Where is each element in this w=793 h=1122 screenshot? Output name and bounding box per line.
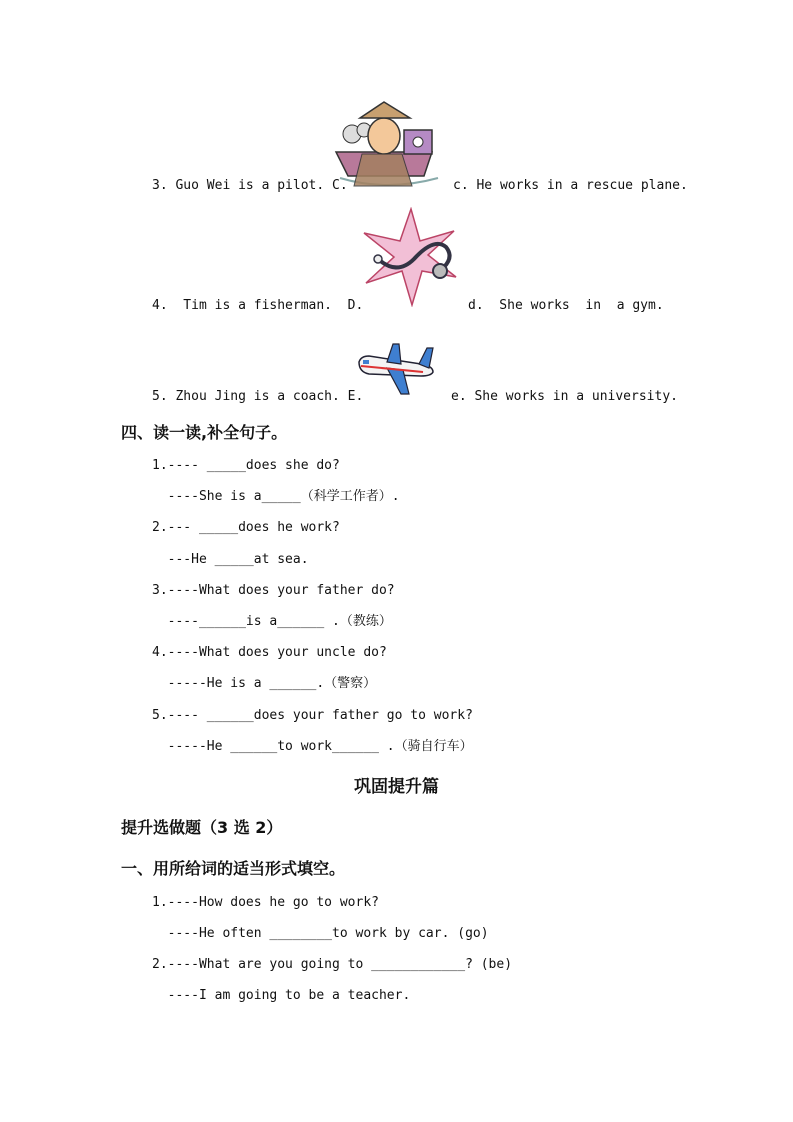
fisherman-picture — [332, 100, 442, 188]
section1-line-2: ----He often ________to work by car. (go) — [152, 926, 489, 941]
matching-left-3: 3. Guo Wei is a pilot. C. — [152, 178, 348, 193]
matching-right-5: e. She works in a university. — [451, 389, 678, 404]
fisherman-icon — [332, 100, 442, 188]
section1-line-1: 1.----How does he go to work? — [152, 895, 379, 910]
consolidate-title: 巩固提升篇 — [354, 777, 439, 797]
matching-right-4: d. She works in a gym. — [468, 298, 664, 313]
stethoscope-icon — [356, 207, 466, 307]
optional-title: 提升选做题（3 选 2） — [121, 818, 283, 837]
section1-title: 一、用所给词的适当形式填空。 — [121, 859, 346, 878]
section4-line-1: 1.---- _____does she do? — [152, 458, 340, 473]
section1-line-3: 2.----What are you going to ____________? (be) — [152, 957, 513, 972]
section4-line-7: 4.----What does your uncle do? — [152, 645, 387, 660]
section1-line-4: ----I am going to be a teacher. — [152, 988, 411, 1003]
stethoscope-picture — [356, 207, 466, 307]
section4-line-3: 2.--- _____does he work? — [152, 520, 340, 535]
section4-title: 四、读一读,补全句子。 — [121, 423, 288, 442]
section4-line-6: ----______is a______ .（教练） — [152, 614, 392, 629]
matching-right-3: c. He works in a rescue plane. — [453, 178, 688, 193]
section4-line-10: -----He ______to work______ .（骑自行车） — [152, 739, 473, 754]
matching-left-4: 4. Tim is a fisherman. D. — [152, 298, 364, 313]
section4-line-4: ---He _____at sea. — [152, 552, 309, 567]
airplane-picture — [353, 334, 438, 396]
section4-line-9: 5.---- ______does your father go to work? — [152, 708, 473, 723]
airplane-icon — [353, 334, 438, 396]
matching-left-5: 5. Zhou Jing is a coach. E. — [152, 389, 364, 404]
section4-line-8: -----He is a ______.（警察） — [152, 676, 377, 691]
section4-line-2: ----She is a_____（科学工作者）. — [152, 489, 400, 504]
section4-line-5: 3.----What does your father do? — [152, 583, 395, 598]
